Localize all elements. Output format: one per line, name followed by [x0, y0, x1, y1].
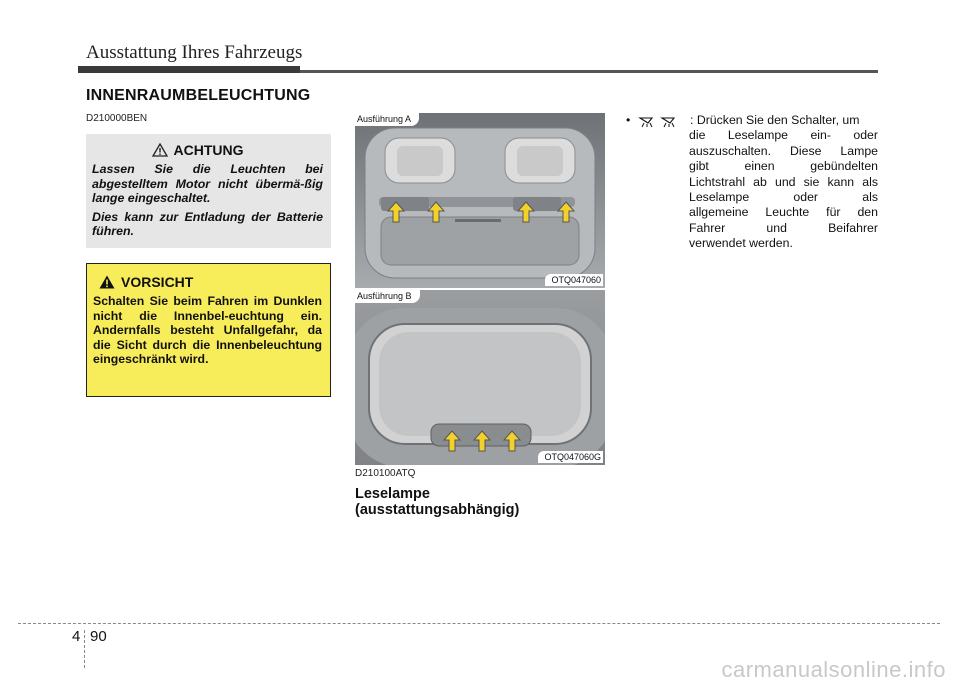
leselampe-title-2: (ausstattungsabhängig)	[355, 502, 520, 518]
photo-a-label: Ausführung A	[355, 113, 419, 126]
bullet-line-1: die Leselampe ein- oder	[689, 128, 878, 143]
bullet-line-7: Fahrer und Beifahrer	[689, 220, 878, 235]
warning-triangle-outline-icon	[152, 143, 168, 157]
bullet-line-5: Leselampe oder als	[689, 190, 878, 205]
lamp-switch-icons	[638, 114, 686, 128]
leselampe-heading	[355, 486, 519, 518]
photo-ausfuehrung-a	[355, 113, 605, 288]
achtung-text-2: Dies kann zur Entladung der Batterie führen.	[92, 209, 323, 238]
arrow-up-icon	[387, 201, 405, 223]
warning-triangle-filled-icon	[99, 275, 115, 289]
bullet-dot: •	[626, 113, 631, 127]
page-number: 90	[90, 628, 107, 645]
photo-ausfuehrung-b	[355, 288, 605, 465]
bullet-line-3: gibt einen gebündelten	[689, 159, 878, 174]
arrow-up-icon	[557, 201, 575, 223]
watermark: carmanualsonline.info	[721, 657, 946, 682]
header-tab-bar	[78, 66, 300, 73]
arrow-up-icon	[473, 430, 491, 452]
section-code: D210000BEN	[86, 113, 148, 124]
arrow-up-icon	[517, 201, 535, 223]
arrow-up-icon	[503, 430, 521, 452]
photo-a-code: OTQ047060	[545, 274, 603, 286]
footer-divider	[84, 630, 85, 668]
vorsicht-box	[86, 263, 331, 397]
photo-b-code: OTQ047060G	[538, 451, 603, 463]
arrow-up-icon	[427, 201, 445, 223]
vorsicht-title: VORSICHT	[121, 274, 194, 290]
arrow-up-icon	[443, 430, 461, 452]
bullet-description	[626, 113, 878, 252]
bullet-line-0: : Drücken Sie den Schalter, um	[690, 113, 860, 127]
footer-rule	[18, 623, 940, 624]
leselampe-code: D210100ATQ	[355, 468, 416, 479]
chapter-number: 4	[72, 628, 81, 645]
bullet-line-4: Lichtstrahl ab und sie kann als	[689, 174, 878, 189]
header-title: Ausstattung Ihres Fahrzeugs	[86, 42, 303, 63]
bullet-line-6: allgemeine Leuchte für den	[689, 205, 878, 220]
section-title: INNENRAUMBELEUCHTUNG	[86, 87, 311, 104]
achtung-text-1: Lassen Sie die Leuchten bei abgestelltem Motor nicht übermä-ßig lange eingeschaltet.	[92, 162, 323, 205]
bullet-line-8: verwendet werden.	[689, 236, 793, 251]
bullet-line-2: auszuschalten. Diese Lampe	[689, 143, 878, 158]
achtung-title: ACHTUNG	[173, 142, 244, 158]
leselampe-title-1: Leselampe	[355, 486, 430, 502]
photo-b-label: Ausführung B	[355, 290, 420, 303]
achtung-box	[86, 134, 331, 248]
vorsicht-text: Schalten Sie beim Fahren im Dunklen nicht die Innenbel-euchtung ein. Andernfalls besteht Unfallgefahr, da die Sicht durch die Innenbeleuchtung eingeschränkt wird.	[93, 294, 322, 366]
